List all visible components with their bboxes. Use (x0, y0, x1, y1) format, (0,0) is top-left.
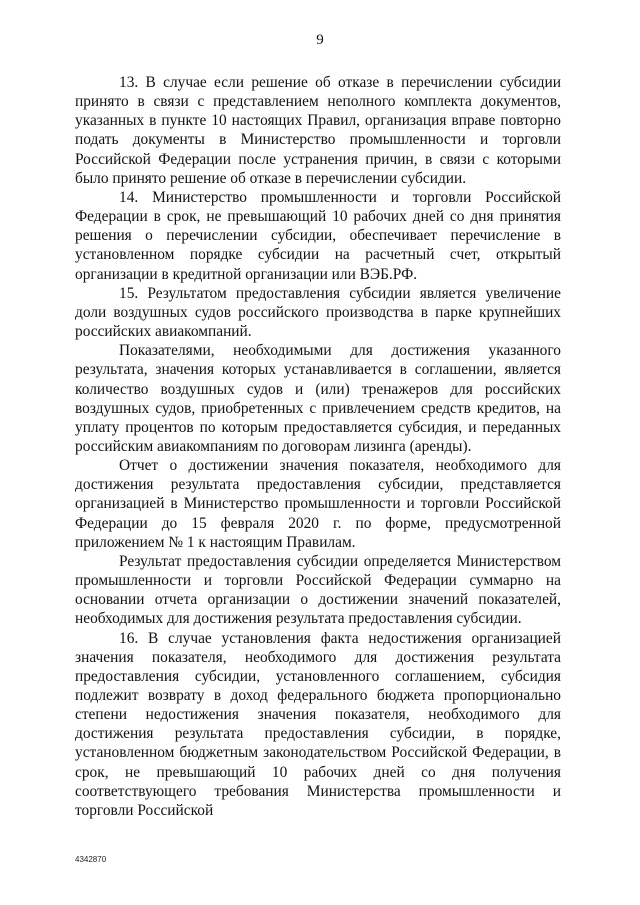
page-number: 9 (316, 32, 324, 48)
paragraph-result: Результат предоставления субсидии определяется Министерством промышленности и торговли Российской Федерации суммарно на основании отчета организации о достижении значений показателей, необходимых для достижения результата предоставления субсидии. (75, 552, 561, 628)
paragraph-indicators: Показателями, необходимыми для достижения указанного результата, значения которых устанавливается в соглашении, является количество воздушных судов и (или) тренажеров для российских воздушных судов, приобретенных с привлечением средств кредитов, на уплату процентов по которым предоставляется субсидия, и переданных российским авиакомпаниям по договорам лизинга (аренды). (75, 342, 561, 455)
document-body (75, 73, 561, 820)
paragraph-report: Отчет о достижении значения показателя, необходимого для достижения результата предоставления субсидии, представляется организацией в Министерство промышленности и торговли Российской Федерации до 15 февраля 2020 г. по форме, предусмотренной приложением № 1 к настоящим Правилам. (75, 457, 561, 551)
document-id: 4342870 (75, 855, 107, 864)
paragraph-15: 15. Результатом предоставления субсидии является увеличение доли воздушных судов российского производства в парке крупнейших российских авиакомпаний. (75, 284, 561, 341)
paragraph-13: 13. В случае если решение об отказе в перечислении субсидии принято в связи с представлением неполного комплекта документов, указанных в пункте 10 настоящих Правил, организация вправе повторно подать документы в Министерство промышленности и торговли Российской Федерации после устранения причин, в связи с которыми было принято решение об отказе в перечислении субсидии. (75, 74, 561, 187)
paragraph-16: 16. В случае установления факта недостижения организацией значения показателя, необходимого для достижения результата предоставления субсидии, установленного соглашением, субсидия подлежит возврату в доход федерального бюджета пропорционально степени недостижения значения показателя, необходимого для достижения результата предоставления субсидии, в порядке, установленном бюджетным законодательством Российской Федерации, в срок, не превышающий 10 рабочих дней со дня получения соответствующего требования Министерства промышленности и торговли Российской (75, 629, 561, 819)
paragraph-14: 14. Министерство промышленности и торговли Российской Федерации в срок, не превышающий 10 рабочих дней со дня принятия решения о перечислении субсидии, обеспечивает перечисление в установленном порядке субсидии на расчетный счет, открытый организации в кредитной организации или ВЭБ.РФ. (75, 188, 561, 283)
